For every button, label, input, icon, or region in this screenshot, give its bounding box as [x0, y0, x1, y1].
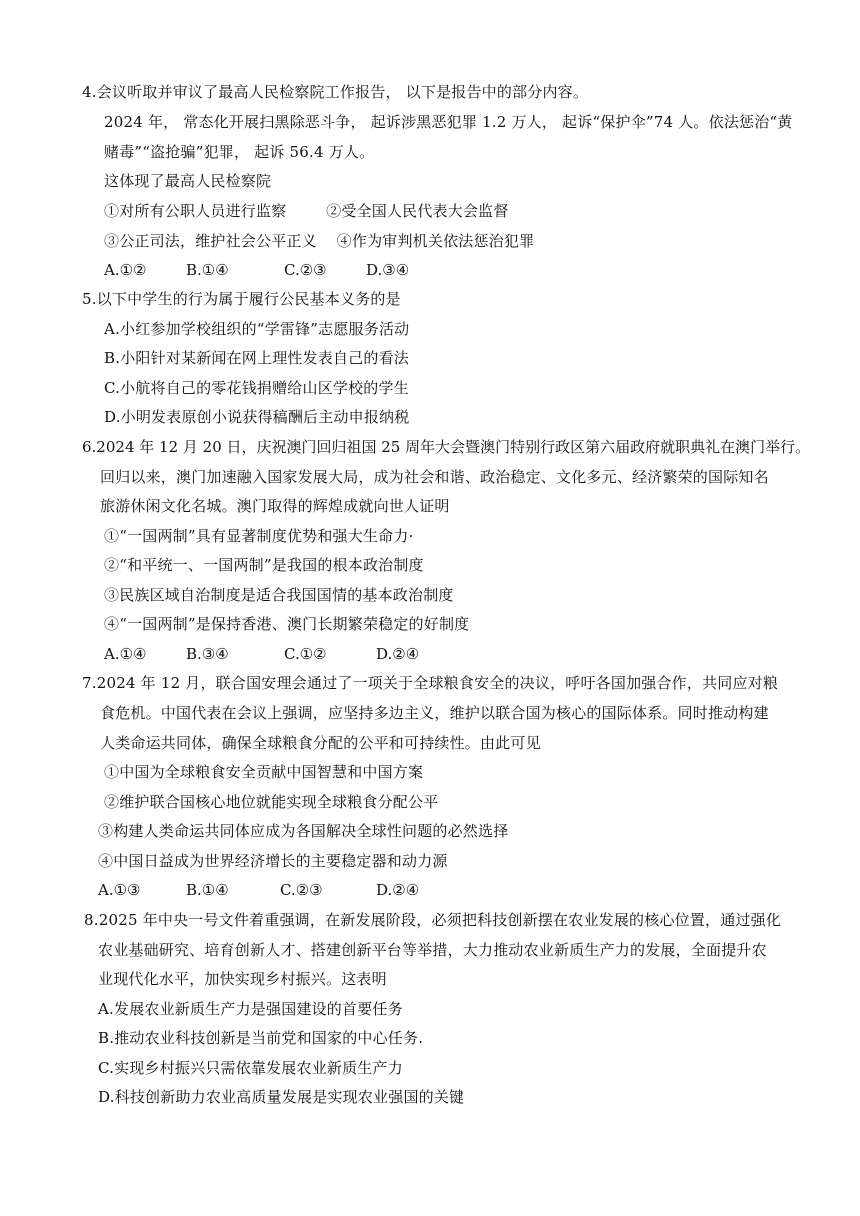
q4-option-a: A.①② [104, 261, 147, 279]
q4-stem: 4.会议听取并审议了最高人民检察院工作报告， 以下是报告中的部分内容。 [82, 83, 589, 101]
q7-option-d: D.②④ [376, 881, 420, 899]
q7-stem-line1: 7.2024 年 12 月，联合国安理会通过了一项关于全球粮食安全的决议，呼吁各国加强合作，共同应对粮 [82, 674, 779, 692]
q4-options [104, 260, 504, 280]
q6-option-c: C.①② [284, 645, 327, 663]
q7-option-b: B.①④ [186, 881, 229, 899]
q7-stem-line2: 食危机。中国代表在会议上强调，应坚持多边主义，维护以联合国为核心的国际体系。同时推动构建 [100, 704, 769, 722]
q6-statement-3: ③民族区域自治制度是适合我国国情的基本政治制度 [104, 586, 454, 604]
q8-option-a: A.发展农业新质生产力是强国建设的首要任务 [98, 1000, 403, 1018]
q7-option-a: A.①③ [98, 881, 141, 899]
q4-statements-line2: ③公正司法，维护社会公平正义 ④作为审判机关依法惩治犯罪 [104, 232, 535, 250]
q6-statement-1: ①“一国两制”具有显著制度优势和强大生命力· [104, 527, 414, 545]
q7-statement-1: ①中国为全球粮食安全贡献中国智慧和中国方案 [104, 763, 424, 781]
q6-options [104, 644, 504, 664]
q6-option-a: A.①④ [104, 645, 147, 663]
q8-stem-line3: 业现代化水平，加快实现乡村振兴。这表明 [98, 970, 387, 988]
q8-option-d: D.科技创新助力农业高质量发展是实现农业强国的关键 [98, 1088, 465, 1106]
q8-stem-line1: 8.2025 年中央一号文件着重强调，在新发展阶段，必须把科技创新摆在农业发展的核心位置，通过强化 [84, 911, 782, 929]
q4-material-line1: 2024 年， 常态化开展扫黑除恶斗争， 起诉涉黑恶犯罪 1.2 万人， 起诉“保护伞”74 人。依法惩治“黄 [104, 113, 793, 131]
q6-statement-4: ④“一国两制”是保持香港、澳门长期繁荣稳定的好制度 [104, 615, 470, 633]
q7-option-c: C.②③ [280, 881, 323, 899]
q6-option-d: D.②④ [376, 645, 420, 663]
q4-option-c: C.②③ [284, 261, 327, 279]
q6-stem-line3: 旅游休闲文化名城。澳门取得的辉煌成就向世人证明 [100, 497, 450, 515]
q4-material-line2: 赌毒”“盗抢骗”犯罪， 起诉 56.4 万人。 [104, 143, 375, 161]
q6-statement-2: ②“和平统一、一国两制”是我国的根本政治制度 [104, 556, 424, 574]
q8-option-c: C.实现乡村振兴只需依靠发展农业新质生产力 [98, 1059, 403, 1077]
q7-stem-line3: 人类命运共同体，确保全球粮食分配的公平和可持续性。由此可见 [100, 734, 541, 752]
q7-statement-3: ③构建人类命运共同体应成为各国解决全球性问题的必然选择 [98, 822, 509, 840]
q5-stem: 5.以下中学生的行为属于履行公民基本义务的是 [82, 290, 401, 308]
q7-statement-4: ④中国日益成为世界经济增长的主要稳定器和动力源 [98, 852, 448, 870]
q8-option-b: B.推动农业科技创新是当前党和国家的中心任务. [98, 1029, 424, 1047]
q6-stem-line1: 6.2024 年 12 月 20 日，庆祝澳门回归祖国 25 周年大会暨澳门特别行政区第六届政府就职典礼在澳门举行。 [82, 438, 811, 456]
q8-stem-line2: 农业基础研究、培育创新人才、搭建创新平台等举措，大力推动农业新质生产力的发展，全面提升农 [98, 941, 767, 959]
q4-statements-line1: ①对所有公职人员进行监察 ②受全国人民代表大会监督 [104, 202, 509, 220]
q7-statement-2: ②维护联合国核心地位就能实现全球粮食分配公平 [104, 793, 439, 811]
q5-option-c: C.小航将自己的零花钱捐赠给山区学校的学生 [104, 379, 409, 397]
q5-option-d: D.小明发表原创小说获得稿酬后主动申报纳税 [104, 408, 410, 426]
q7-options [98, 880, 498, 900]
q4-option-b: B.①④ [186, 261, 229, 279]
q6-stem-line2: 回归以来，澳门加速融入国家发展大局，成为社会和谐、政治稳定、文化多元、经济繁荣的国际知名 [100, 468, 769, 486]
q6-option-b: B.③④ [186, 645, 229, 663]
q4-prompt: 这体现了最高人民检察院 [104, 172, 272, 190]
q5-option-a: A.小红参加学校组织的“学雷锋”志愿服务活动 [104, 320, 410, 338]
q5-option-b: B.小阳针对某新闻在网上理性发表自己的看法 [104, 349, 409, 367]
q4-option-d: D.③④ [366, 261, 410, 279]
